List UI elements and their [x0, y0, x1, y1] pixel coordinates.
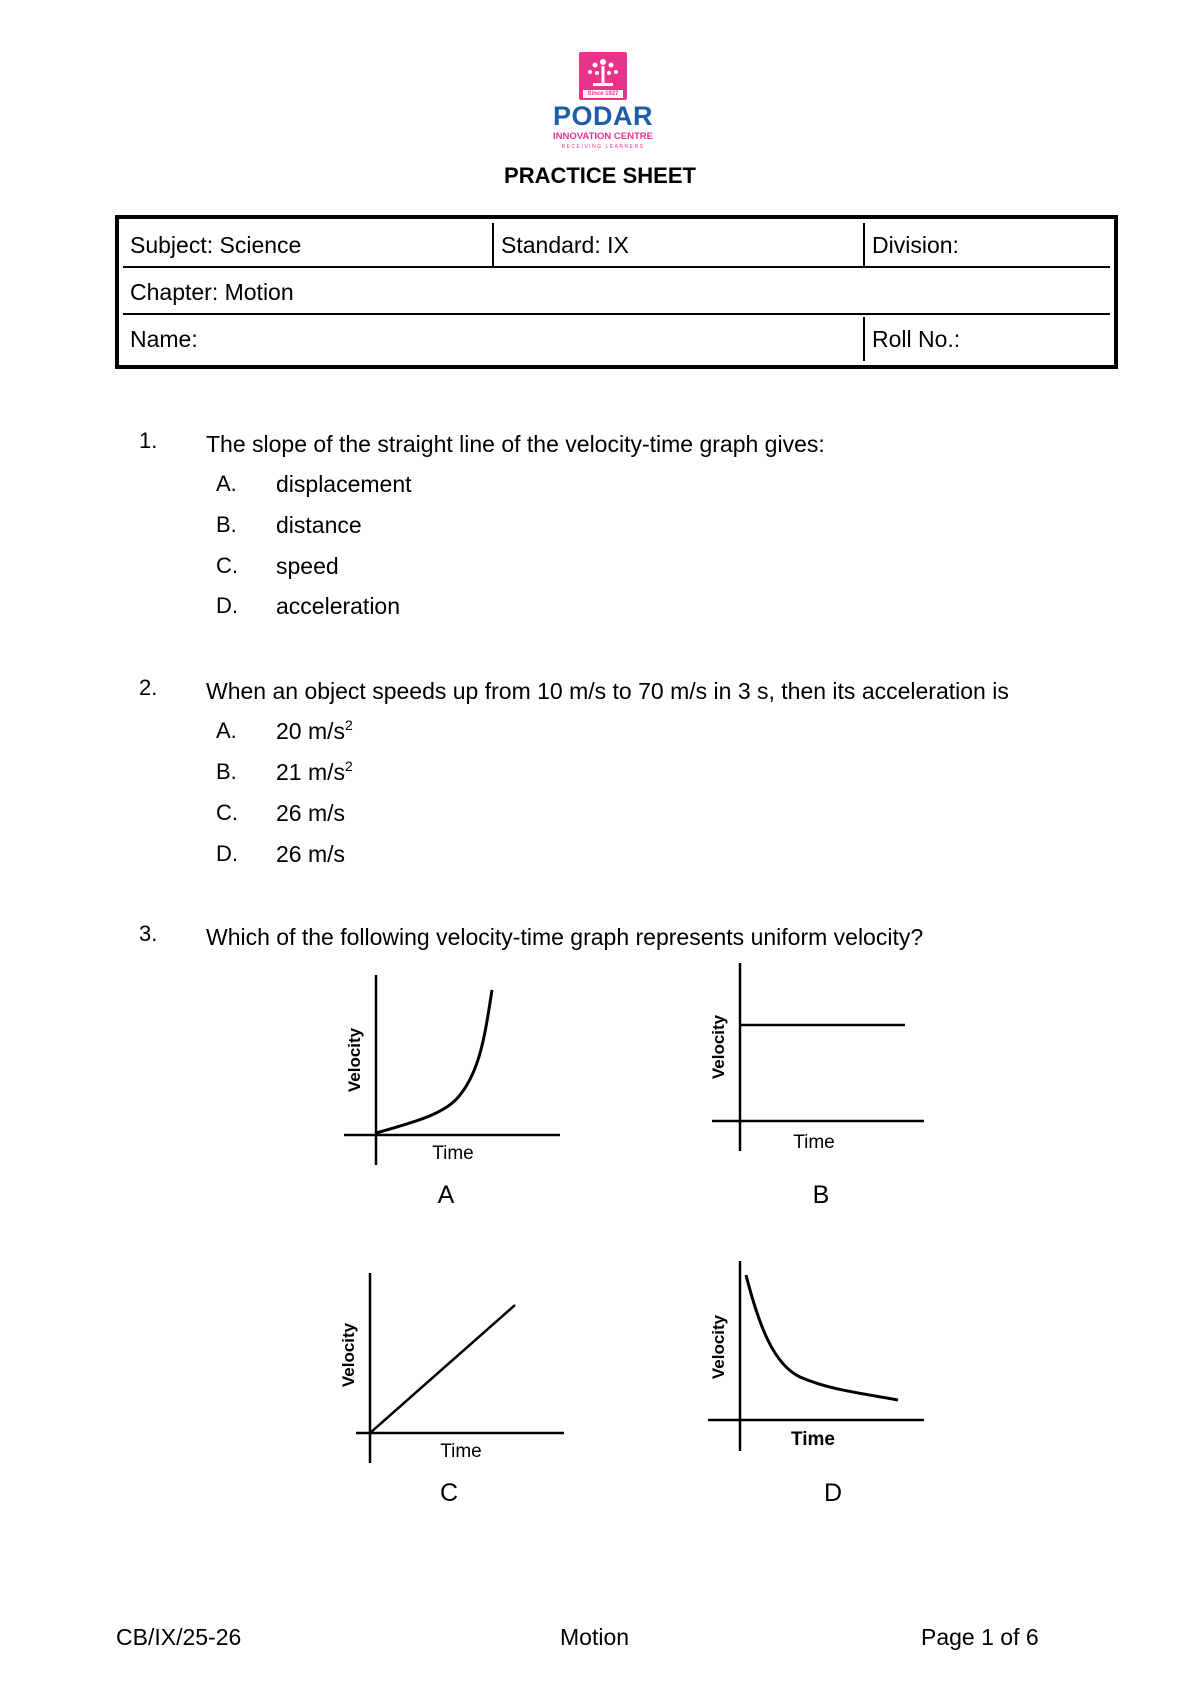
graph-b-label: B	[812, 1181, 830, 1209]
question-3-number: 3.	[139, 921, 158, 946]
graph-a-label: A	[437, 1181, 455, 1209]
logo-subtitle-text: INNOVATION CENTRE	[553, 131, 653, 142]
footer-code: CB/IX/25-26	[116, 1624, 242, 1650]
q1-option-c-letter: C.	[216, 553, 238, 578]
division-field[interactable]: Division:	[872, 232, 959, 258]
q2-option-a-superscript: 2	[345, 717, 353, 733]
logo-tagline-text: RECEIVING LEARNERS	[561, 144, 645, 150]
name-field[interactable]: Name:	[130, 326, 198, 352]
q2-option-d-letter: D.	[216, 841, 238, 866]
graph-a-x-label: Time	[432, 1143, 474, 1164]
q2-option-c-letter: C.	[216, 800, 238, 825]
graph-a-y-label: Velocity	[345, 1027, 364, 1093]
logo-since-text: Since 1927	[583, 90, 623, 98]
info-row-chapter	[123, 270, 1110, 315]
graph-b-y-label: Velocity	[709, 1014, 728, 1080]
q2-option-b-value: 21 m/s	[276, 759, 346, 785]
student-info-table	[115, 215, 1118, 369]
q1-option-d-letter: D.	[216, 593, 238, 618]
question-1-text: The slope of the straight line of the velocity-time graph gives:	[206, 431, 825, 457]
page-title: PRACTICE SHEET	[504, 163, 696, 188]
chapter-cell: Chapter: Motion	[130, 279, 294, 305]
q2-option-a-value: 20 m/s	[276, 718, 346, 744]
graph-d-curve	[746, 1275, 898, 1400]
logo-brand-text: PODAR	[552, 101, 653, 131]
footer-page-number: Page 1 of 6	[921, 1624, 1039, 1650]
info-row-subject	[123, 223, 1110, 268]
q1-option-c-text: speed	[276, 553, 339, 579]
question-3-text: Which of the following velocity-time graph represents uniform velocity?	[206, 924, 924, 950]
graph-a-exponential	[330, 965, 570, 1165]
question-2-text: When an object speeds up from 10 m/s to 70 m/s in 3 s, then its acceleration is	[206, 678, 1009, 704]
q2-option-d-text: 26 m/s	[276, 841, 346, 867]
q1-option-a-text: displacement	[276, 471, 412, 497]
q2-option-b-superscript: 2	[345, 758, 353, 774]
standard-cell: Standard: IX	[501, 232, 629, 258]
footer-chapter: Motion	[560, 1624, 630, 1650]
graph-c-linear	[330, 1265, 570, 1465]
question-1-number: 1.	[139, 428, 158, 453]
q1-option-a-letter: A.	[216, 471, 237, 496]
graph-d-label: D	[823, 1479, 843, 1507]
q2-option-a-letter: A.	[216, 718, 237, 743]
school-logo	[539, 52, 667, 156]
graph-a-curve	[376, 990, 492, 1133]
roll-number-field[interactable]: Roll No.:	[872, 326, 961, 352]
q1-option-d-text: acceleration	[276, 593, 401, 619]
q1-option-b-text: distance	[276, 512, 362, 538]
q2-option-b-text	[276, 758, 353, 786]
graph-d-x-label: Time	[790, 1429, 836, 1450]
q2-option-b-letter: B.	[216, 759, 237, 784]
graph-c-x-label: Time	[440, 1441, 482, 1462]
subject-cell: Subject: Science	[130, 232, 302, 258]
graph-d-decreasing	[700, 1255, 940, 1455]
info-row-name	[123, 317, 1110, 361]
graph-c-label: C	[439, 1479, 459, 1507]
q2-option-c-text: 26 m/s	[276, 800, 346, 826]
graph-d-y-label: Velocity	[709, 1314, 728, 1380]
q1-option-b-letter: B.	[216, 512, 237, 537]
q2-option-a-text	[276, 717, 353, 745]
graph-c-y-label: Velocity	[339, 1322, 358, 1388]
question-2-number: 2.	[139, 675, 158, 700]
graph-c-line	[370, 1305, 515, 1433]
graph-b-x-label: Time	[793, 1132, 835, 1153]
graph-b-constant	[700, 955, 940, 1155]
